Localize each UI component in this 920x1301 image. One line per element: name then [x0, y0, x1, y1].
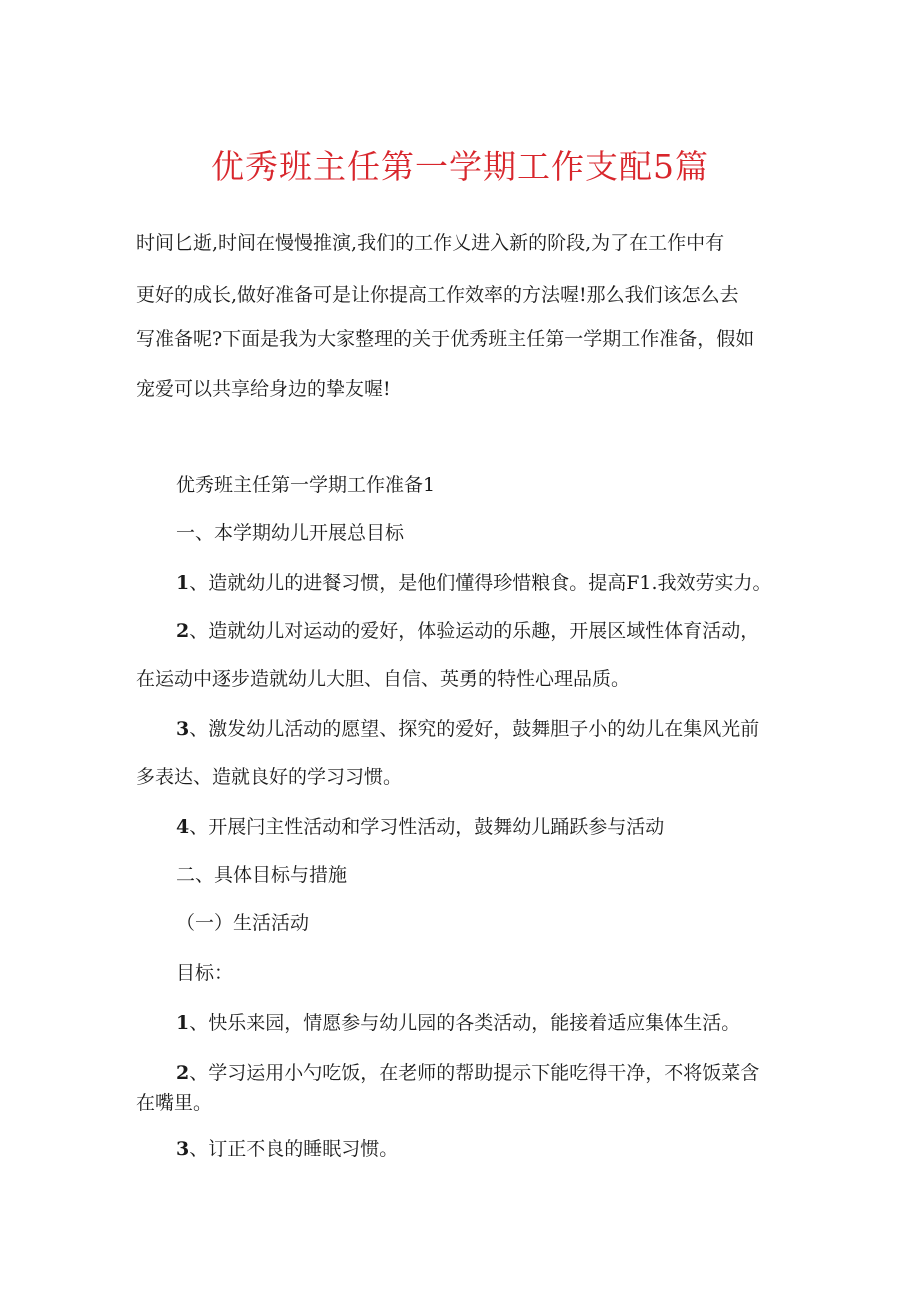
target-text: 、订正不良的睡眠习惯。: [189, 1138, 399, 1160]
target-number: 2: [176, 1062, 190, 1084]
goal-number: 4: [176, 816, 190, 838]
document-title: 优秀班主任第一学期工作支配5篇: [211, 147, 709, 186]
target-label: 目标：: [176, 962, 234, 984]
intro-line-1: 时间匕逝,时间在慢慢推演,我们的工作乂进入新的阶段,为了在工作中有: [136, 232, 725, 254]
target-item-2-continuation: 在嘴里。: [136, 1092, 213, 1114]
goal-number: 2: [176, 620, 190, 642]
target-text: 、快乐来园，情愿参与幼儿园的各类活动，能接着适应集体生活。: [189, 1012, 741, 1034]
goal-item-3: [176, 714, 759, 744]
goal-text: 、造就幼儿对运动的爱好，体验运动的乐趣，开展区域性体育活动，: [189, 620, 760, 642]
target-item-3: [176, 1134, 398, 1164]
section-heading: 优秀班主任第一学期工作准备1: [176, 474, 436, 496]
goal-item-2-continuation: 在运动中逐步造就幼儿大胆、自信、英勇的特性心理品质。: [136, 668, 631, 690]
target-text: 、学习运用小勺吃饭，在老师的帮助提示下能吃得干净，不将饭菜含: [189, 1062, 760, 1084]
goal-item-4: [176, 812, 664, 842]
sub1-heading: （一）生活活动: [176, 912, 310, 934]
goal-item-1: [176, 568, 772, 598]
part2-heading: 二、具体目标与措施: [176, 864, 348, 886]
intro-line-2: 更好的成长,做好准备可是让你提高工作效率的方法喔!那么我们该怎么去: [136, 284, 739, 306]
intro-line-3: 写准备呢?下面是我为大家整理的关于优秀班主任第一学期工作准备，假如: [136, 328, 755, 350]
target-item-1: [176, 1008, 740, 1038]
goal-item-2: [176, 616, 759, 646]
target-number: 3: [176, 1138, 190, 1160]
intro-line-4: 宠爱可以共享给身边的挚友喔!: [136, 378, 391, 400]
goal-item-3-continuation: 多表达、造就良好的学习习惯。: [136, 766, 403, 788]
target-number: 1: [176, 1012, 190, 1034]
part1-heading: 一、本学期幼儿开展总目标: [176, 522, 405, 544]
goal-text: 、造就幼儿的进餐习惯，是他们懂得珍惜粮食。提高F1.我效劳实力。: [189, 572, 772, 594]
goal-number: 3: [176, 718, 190, 740]
goal-text: 、开展闩主性活动和学习性活动，鼓舞幼儿踊跃参与活动: [189, 816, 665, 838]
target-item-2: [176, 1058, 759, 1088]
goal-text: 、激发幼儿活动的愿望、探究的爱好，鼓舞胆子小的幼儿在集风光前: [189, 718, 760, 740]
goal-number: 1: [176, 572, 190, 594]
